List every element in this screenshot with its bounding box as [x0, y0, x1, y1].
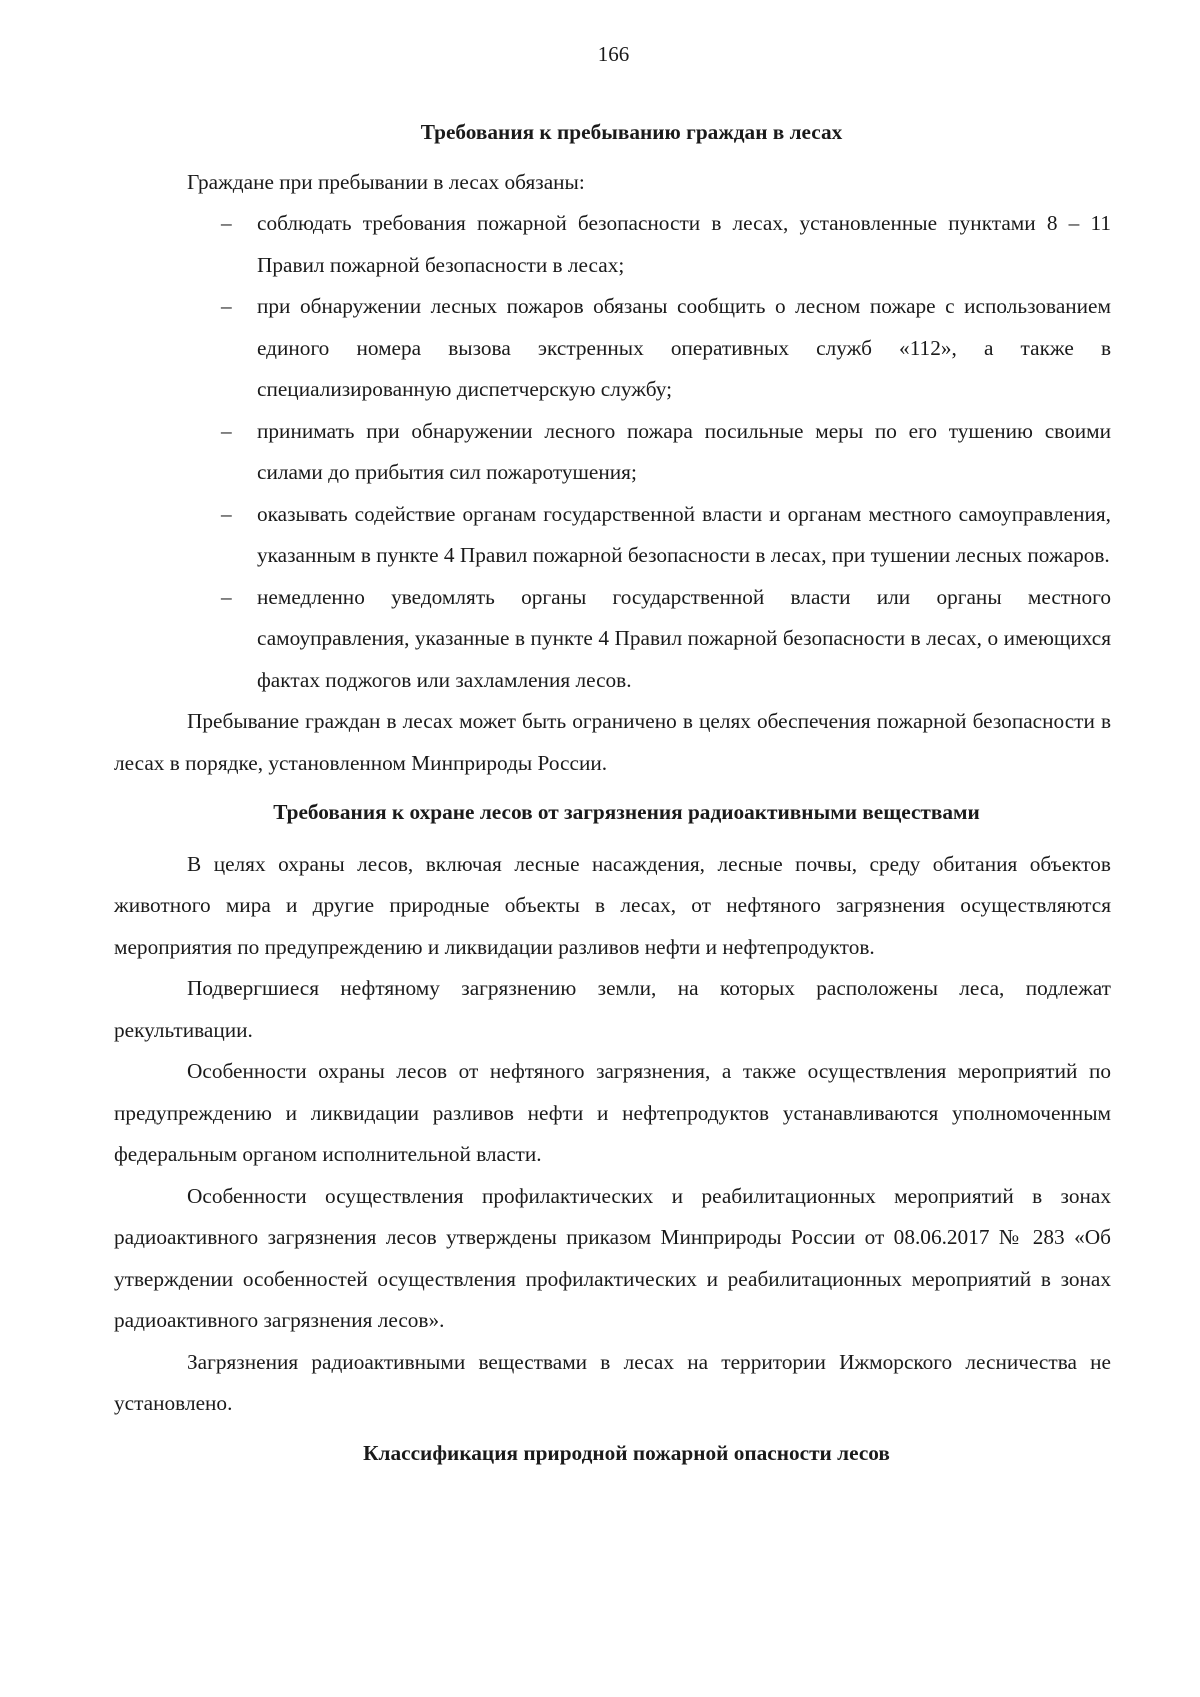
section-heading-radioactive-pollution: Требования к охране лесов от загрязнения радиоактивными веществами	[273, 800, 980, 824]
citizens-intro: Граждане при пребывании в лесах обязаны:	[187, 169, 585, 194]
bullet-dash: –	[221, 501, 232, 526]
paragraph: В целях охраны лесов, включая лесные насаждения, лесные почвы, среду обитания объектов животного мира и другие природные объекты в лесах, от нефтяного загрязнения осуществляются мероприятия по предупреждению и ликвидации разливов нефти и нефтепродуктов.	[114, 851, 1111, 959]
list-item	[221, 494, 1111, 577]
list-item-text: немедленно уведомлять органы государственной власти или органы местного самоуправления, указанные в пункте 4 Правил пожарной безопасности в лесах, о имеющихся фактах поджогов или захламления лесов.	[257, 584, 1111, 692]
citizens-closing-paragraph: Пребывание граждан в лесах может быть ограничено в целях обеспечения пожарной безопасности в лесах в порядке, установленном Минприроды России.	[114, 709, 1111, 775]
page-number: 166	[597, 42, 630, 66]
paragraph: Загрязнения радиоактивными веществами в лесах на территории Ижморского лесничества не установлено.	[114, 1349, 1111, 1415]
page-content	[114, 112, 1111, 1474]
list-item	[221, 203, 1111, 286]
bullet-dash: –	[221, 418, 232, 443]
paragraph: Подвергшиеся нефтяному загрязнению земли, на которых расположены леса, подлежат рекультивации.	[114, 976, 1111, 1042]
list-item-text: принимать при обнаружении лесного пожара посильные меры по его тушению своими силами до прибытия сил пожаротушения;	[257, 418, 1111, 484]
section-heading-fire-danger-classification: Классификация природной пожарной опасности лесов	[363, 1440, 890, 1465]
bullet-dash: –	[221, 294, 232, 318]
list-item-text: оказывать содействие органам государственной власти и органам местного самоуправления, указанным в пункте 4 Правил пожарной безопасности в лесах, при тушении лесных пожаров.	[257, 501, 1111, 567]
citizens-obligations-list	[114, 203, 1111, 701]
bullet-dash: –	[221, 584, 232, 609]
list-item-text: при обнаружении лесных пожаров обязаны сообщить о лесном пожаре с использованием единого номера вызова экстренных оперативных служб «112», а также в специализированную диспетчерскую службу;	[257, 294, 1111, 401]
bullet-dash: –	[221, 211, 232, 235]
paragraph: Особенности осуществления профилактических и реабилитационных мероприятий в зонах радиоактивного загрязнения лесов утверждены приказом Минприроды России от 08.06.2017 № 283 «Об утверждении особенностей осуществления профилактических и реабилитационных мероприятий в зонах радиоактивного загрязнения лесов».	[114, 1183, 1111, 1332]
list-item	[221, 411, 1111, 494]
list-item	[221, 286, 1111, 411]
list-item	[221, 577, 1111, 702]
section-heading-citizens-stay: Требования к пребыванию граждан в лесах	[420, 120, 843, 144]
list-item-text: соблюдать требования пожарной безопасности в лесах, установленные пунктами 8 – 11 Правил пожарной безопасности в лесах;	[257, 211, 1111, 277]
paragraph: Особенности охраны лесов от нефтяного загрязнения, а также осуществления мероприятий по предупреждению и ликвидации разливов нефти и нефтепродуктов устанавливаются уполномоченным федеральным органом исполнительной власти.	[114, 1059, 1111, 1166]
